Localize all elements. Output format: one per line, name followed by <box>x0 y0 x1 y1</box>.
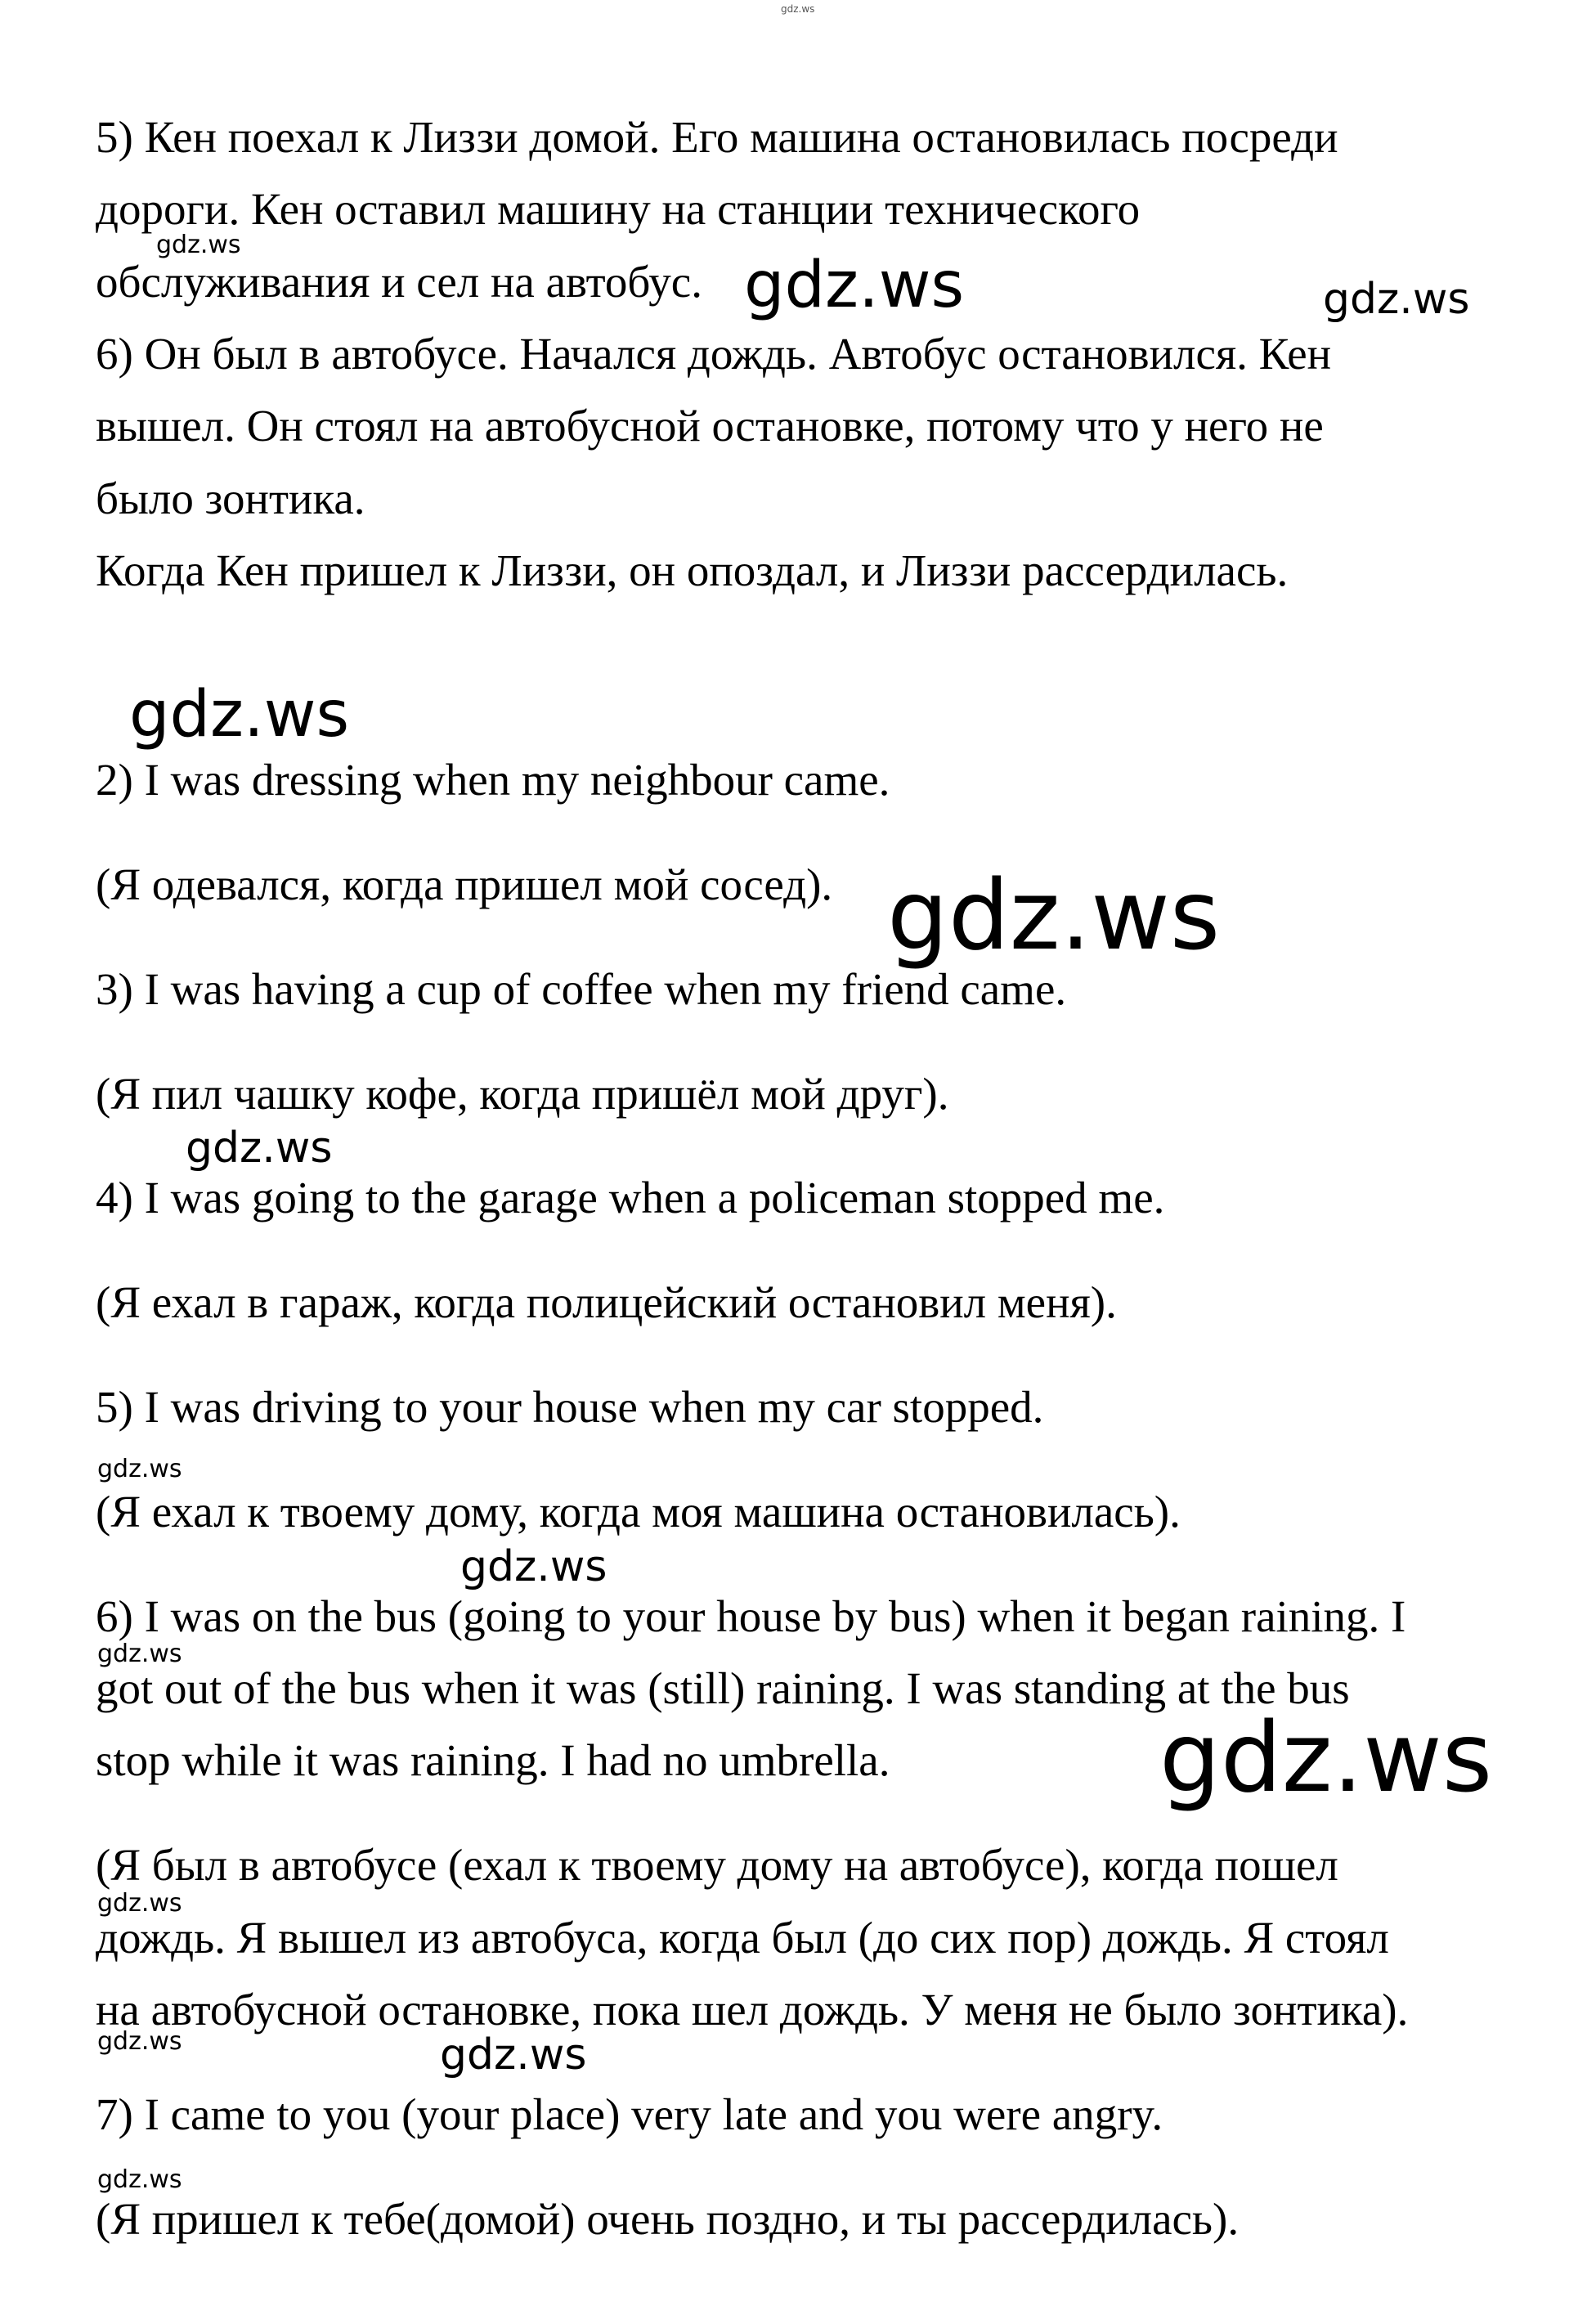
watermark-top: gdz.ws <box>781 3 815 15</box>
story-line: вышел. Он стоял на автобусной остановке, потому что у него не <box>96 401 1324 451</box>
watermark: gdz.ws <box>97 2027 182 2056</box>
answer-en-line: 7) I came to you (your place) very late and you were angry. <box>96 2089 1163 2139</box>
story-line: Когда Кен пришел к Лиззи, он опоздал, и Лиззи рассердилась. <box>96 545 1289 595</box>
watermark: gdz.ws <box>97 2165 182 2194</box>
answer-ru-line: дождь. Я вышел из автобуса, когда был (до сих пор) дождь. Я стоял <box>96 1913 1389 1963</box>
story-line: 6) Он был в автобусе. Начался дождь. Автобус остановился. Кен <box>96 329 1332 379</box>
watermark: gdz.ws <box>97 1640 182 1668</box>
watermark: gdz.ws <box>887 859 1221 971</box>
answer-ru-line: (Я ехал к твоему дому, когда моя машина остановилась). <box>96 1487 1181 1537</box>
answer-en-line: 5) I was driving to your house when my car stopped. <box>96 1382 1044 1432</box>
watermark: gdz.ws <box>440 2030 587 2079</box>
answer-ru-line: на автобусной остановке, пока шел дождь. У меня не было зонтика). <box>96 1985 1409 2035</box>
watermark: gdz.ws <box>186 1124 333 1173</box>
watermark: gdz.ws <box>1159 1701 1493 1814</box>
answer-en-line: stop while it was raining. I had no umbrella. <box>96 1735 890 1785</box>
watermark: gdz.ws <box>156 231 241 259</box>
answer-ru-line: (Я пришел к тебе(домой) очень поздно, и ты рассердилась). <box>96 2194 1240 2244</box>
story-line: обслуживания и сел на автобус. <box>96 257 702 307</box>
watermark: gdz.ws <box>744 249 965 322</box>
answer-ru-line: (Я пил чашку кофе, когда пришёл мой друг). <box>96 1069 949 1119</box>
answer-en-line: 3) I was having a cup of coffee when my friend came. <box>96 964 1067 1014</box>
answer-ru-line: (Я ехал в гараж, когда полицейский остановил меня). <box>96 1277 1117 1327</box>
watermark: gdz.ws <box>97 1889 182 1918</box>
answer-ru-line: (Я одевался, когда пришел мой сосед). <box>96 859 833 909</box>
watermark: gdz.ws <box>97 1455 182 1483</box>
watermark: gdz.ws <box>1323 275 1470 324</box>
watermark: gdz.ws <box>129 678 350 751</box>
answer-en-line: 4) I was going to the garage when a policeman stopped me. <box>96 1173 1165 1223</box>
answer-en-line: 6) I was on the bus (going to your house by bus) when it began raining. I <box>96 1591 1406 1641</box>
story-line: дороги. Кен оставил машину на станции технического <box>96 184 1141 234</box>
answer-ru-line: (Я был в автобусе (ехал к твоему дому на автобусе), когда пошел <box>96 1840 1338 1890</box>
story-line: 5) Кен поехал к Лиззи домой. Его машина остановилась посреди <box>96 112 1338 162</box>
story-line: было зонтика. <box>96 473 365 523</box>
answer-en-line: got out of the bus when it was (still) raining. I was standing at the bus <box>96 1663 1350 1713</box>
watermark: gdz.ws <box>460 1542 607 1591</box>
answer-en-line: 2) I was dressing when my neighbour came. <box>96 755 890 805</box>
